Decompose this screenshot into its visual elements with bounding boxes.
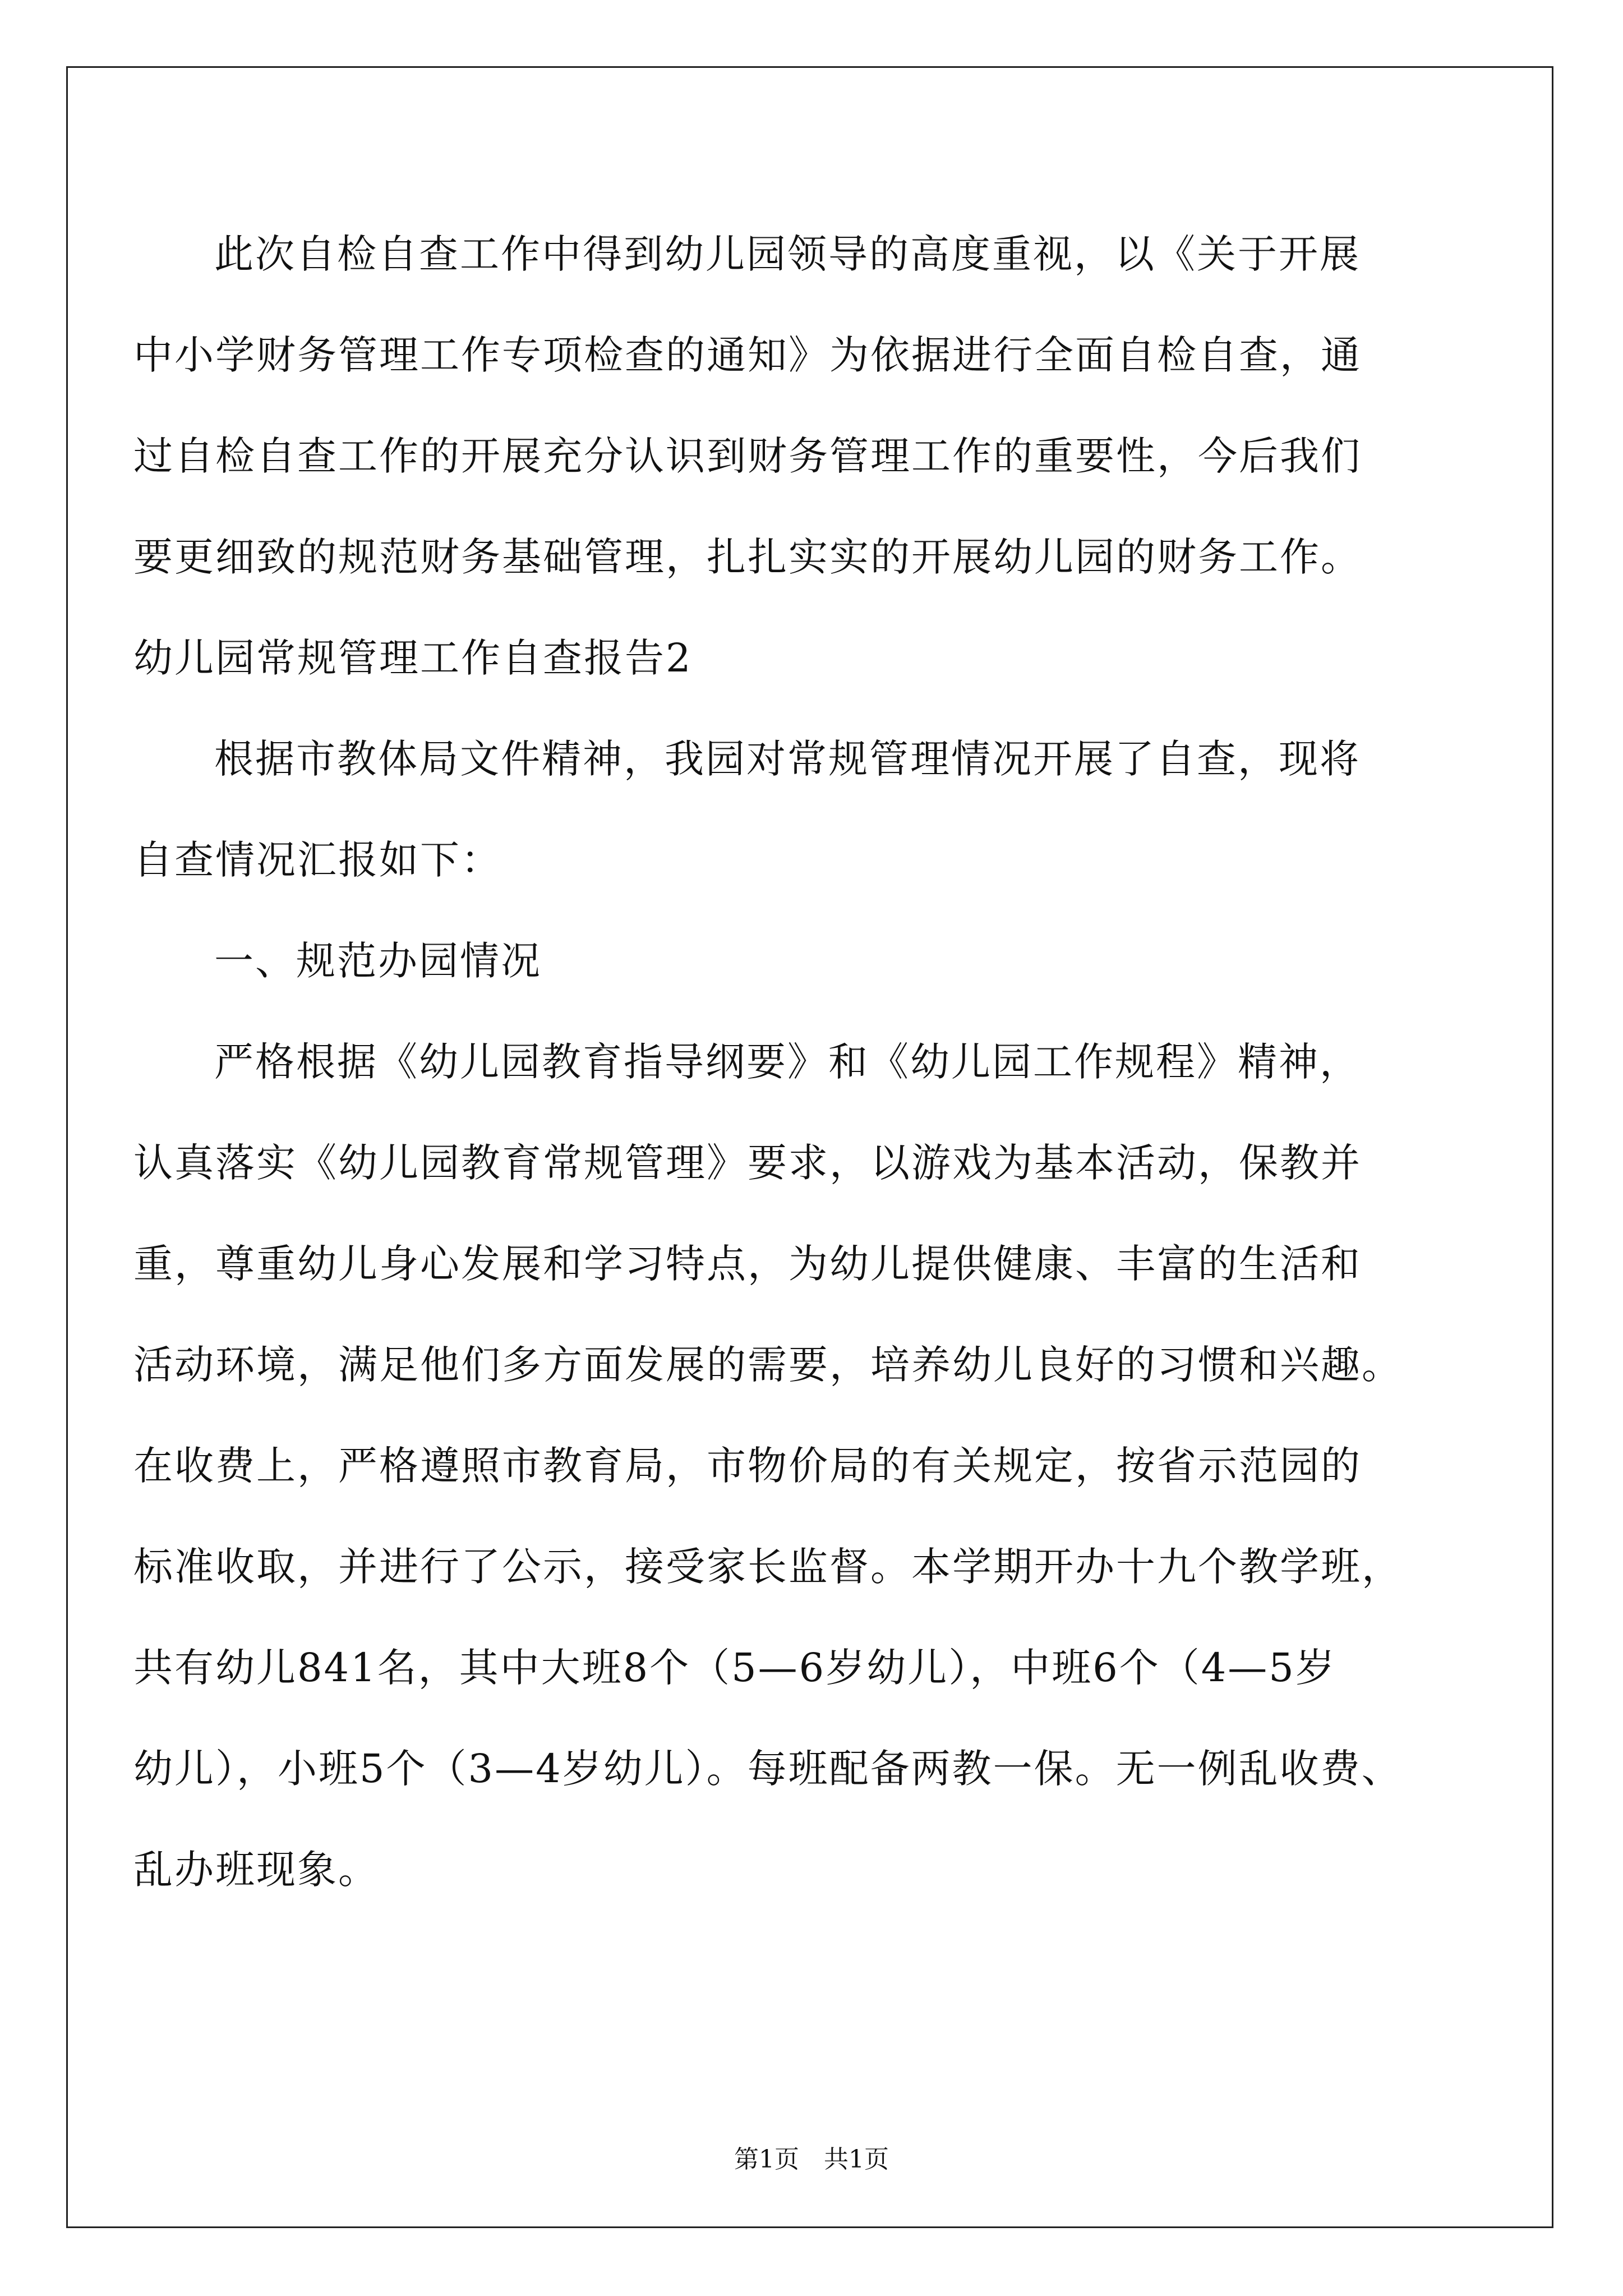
page-footer: 第1页 共1页 [734, 2145, 889, 2174]
paragraph-1-line-4: 要更细致的规范财务基础管理，扎扎实实的开展幼儿园的财务工作。 [133, 534, 1362, 580]
paragraph-3-line-6: 标准收取，并进行了公示，接受家长监督。本学期开办十九个教学班， [133, 1544, 1403, 1590]
paragraph-3-line-5: 在收费上，严格遵照市教育局，市物价局的有关规定，按省示范园的 [133, 1443, 1362, 1489]
paragraph-3-line-4: 活动环境，满足他们多方面发展的需要，培养幼儿良好的习惯和兴趣。 [133, 1342, 1403, 1388]
report-title: 幼儿园常规管理工作自查报告2 [133, 635, 693, 681]
paragraph-2-line-1: 根据市教体局文件精神，我园对常规管理情况开展了自查，现将 [214, 736, 1361, 782]
paragraph-1-line-1: 此次自检自查工作中得到幼儿园领导的高度重视，以《关于开展 [214, 231, 1361, 277]
paragraph-3-line-8: 幼儿），小班5个（3—4岁幼儿）。每班配备两教一保。无一例乱收费、 [133, 1746, 1403, 1792]
paragraph-3-line-2: 认真落实《幼儿园教育常规管理》要求，以游戏为基本活动，保教并 [133, 1140, 1362, 1186]
paragraph-3-line-9: 乱办班现象。 [133, 1847, 379, 1893]
section-heading-1: 一、规范办园情况 [214, 938, 542, 984]
paragraph-1-line-2: 中小学财务管理工作专项检查的通知》为依据进行全面自检自查，通 [133, 332, 1362, 378]
paragraph-1-line-3: 过自检自查工作的开展充分认识到财务管理工作的重要性，今后我们 [133, 433, 1362, 479]
paragraph-2-line-2: 自查情况汇报如下： [133, 837, 502, 883]
paragraph-3-line-1: 严格根据《幼儿园教育指导纲要》和《幼儿园工作规程》精神， [214, 1039, 1361, 1085]
paragraph-3-line-3: 重，尊重幼儿身心发展和学习特点，为幼儿提供健康、丰富的生活和 [133, 1241, 1362, 1287]
paragraph-3-line-7: 共有幼儿841名，其中大班8个（5—6岁幼儿），中班6个（4—5岁 [133, 1645, 1336, 1691]
